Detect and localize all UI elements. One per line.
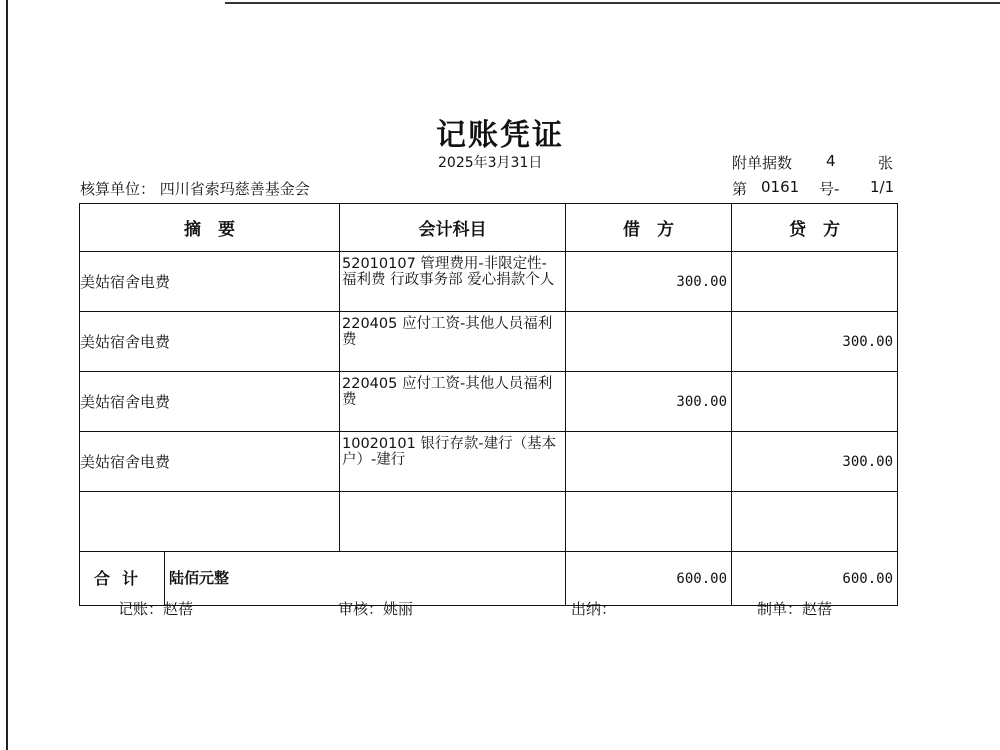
row-debit: 300.00 — [566, 252, 732, 312]
row-account — [340, 492, 566, 552]
row-account: 10020101 银行存款-建行（基本户）-建行 — [340, 432, 566, 492]
row-credit — [732, 372, 898, 432]
header-credit: 贷 方 — [732, 204, 898, 252]
table-row — [80, 372, 898, 432]
table-row — [80, 432, 898, 492]
header-summary: 摘 要 — [80, 204, 340, 252]
voucher-page: 1/1 — [870, 178, 895, 196]
table-row — [80, 312, 898, 372]
voucher-prefix: 第 — [732, 180, 748, 198]
table-header — [80, 204, 898, 252]
attachment-unit: 张 — [878, 154, 894, 172]
row-debit: 300.00 — [566, 372, 732, 432]
unit-label: 核算单位： — [80, 180, 156, 198]
total-debit: 600.00 — [566, 552, 732, 606]
voucher-suffix: 号- — [819, 180, 840, 198]
accounting-unit — [80, 178, 310, 199]
row-credit — [732, 252, 898, 312]
header-debit: 借 方 — [566, 204, 732, 252]
row-summary — [80, 492, 340, 552]
signature-cashier: 出纳： — [571, 600, 617, 618]
row-debit — [566, 312, 732, 372]
header-account: 会计科目 — [340, 204, 566, 252]
unit-name: 四川省索玛慈善基金会 — [159, 180, 310, 198]
total-credit: 600.00 — [732, 552, 898, 606]
row-credit — [732, 492, 898, 552]
scan-edge-top — [225, 2, 1000, 4]
total-amount-words: 陆佰元整 — [169, 569, 230, 587]
row-account: 52010107 管理费用-非限定性-福利费 行政事务部 爱心捐款个人 — [340, 252, 566, 312]
row-debit — [566, 492, 732, 552]
signature-auditor: 审核：姚丽 — [338, 600, 414, 618]
row-account: 220405 应付工资-其他人员福利费 — [340, 312, 566, 372]
voucher-num: 0161 — [761, 178, 800, 196]
row-debit — [566, 432, 732, 492]
row-credit: 300.00 — [732, 432, 898, 492]
table-row — [80, 252, 898, 312]
voucher-table — [79, 203, 898, 606]
row-summary: 美姑宿舍电费 — [80, 252, 340, 312]
attachment-label: 附单据数 — [732, 154, 793, 172]
signature-bookkeeper: 记账：赵蓓 — [118, 600, 194, 618]
row-account: 220405 应付工资-其他人员福利费 — [340, 372, 566, 432]
row-summary: 美姑宿舍电费 — [80, 432, 340, 492]
voucher-date: 2025年3月31日 — [438, 155, 543, 171]
attachment-number: 4 — [826, 152, 836, 170]
total-label: 合计 — [80, 552, 165, 605]
row-credit: 300.00 — [732, 312, 898, 372]
document-title: 记账凭证 — [436, 118, 564, 153]
table-row-empty — [80, 492, 898, 552]
row-summary: 美姑宿舍电费 — [80, 312, 340, 372]
row-summary: 美姑宿舍电费 — [80, 372, 340, 432]
signature-preparer: 制单：赵蓓 — [757, 600, 833, 618]
